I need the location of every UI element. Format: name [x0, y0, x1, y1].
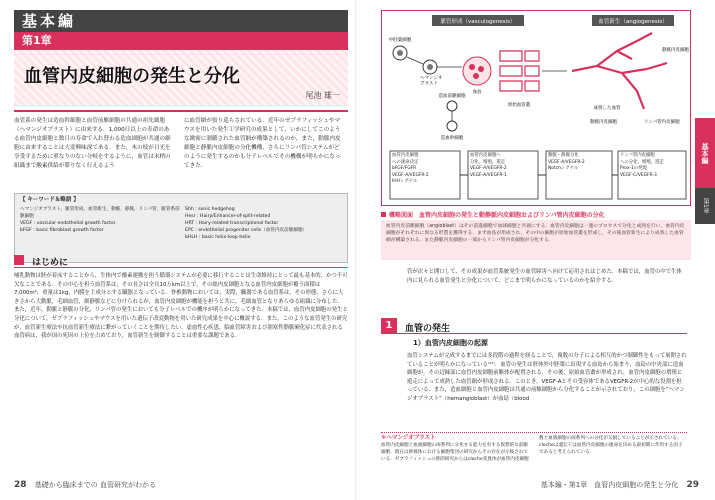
footnote-heading-text: ヘマンジオブラスト: [386, 435, 436, 441]
abstract-col-2: に血管網が張り巡らされている．近年のゼブラフィッシュやマウスを用いた発生工学研究の成果として，いかにしてこのような緻密に制御された血管網が構築されるのか，また，動脈内皮細胞と静脈内皮細胞の分化機構，さらにリンパ管システムがどのように発生するのかも分子レベルでその機構が明らかになってきた．: [184, 118, 341, 169]
section-title: 血管の発生: [405, 324, 451, 334]
chapter-running-title: 基本編・第1章 血管内皮細胞の発生と分化: [540, 481, 679, 489]
side-tab-chapter: 第1章: [695, 188, 715, 224]
keywords-col-2: Shh : sonic hedgehog Hesr : Hairy/Enhancer-of-split-related HRT : Hairy-related transcriptional factor EPC : endothelial progenitor cells（血管内皮前駆細胞） bHLH : basic helix-loop-helix: [185, 207, 308, 240]
section-heading-bar: [381, 318, 687, 334]
page-number-right: 29: [686, 480, 699, 490]
left-footer: [14, 480, 156, 490]
section-number: 1: [381, 318, 397, 334]
venous-label: 静脈内皮細胞: [662, 48, 689, 53]
figure-caption: [381, 210, 691, 219]
blood-island-shape: [463, 57, 491, 85]
intro-text: 哺乳動物は胚が着床することから，生体内で酸素運搬を担う循環システムが必要に移行することは生命維持にとって最も基本的，かつ不可欠なことである．その中心を担う血管系は，その長さは全長10万km以上で，その総内皮細胞となる血管内皮細胞が覆う面積は7,000m²，重量は1kg，内膜を主成分とする臓器となっている．脊椎動物においては，実際，臓器である血管系は，その形態，さらに大きさから大動脈，毛細血管，細静脈などに分けられるが，血管内皮細胞が機能を担うと共に，毛細血管となりあらゆる組織に分布した．また，近年，動脈と静脈の分化，リンパ管の発生においても分子レベルでの機序が明らかになってきた．本稿では，血管内皮細胞の発生と分化について，ゼブラフィッシュやマウスを用いた遺伝子改変動物を用いた研究成果を中心に概説する．また，このような血管発生の研究が，血管新生療法や抗血管新生療法に繋がっていくことを期待したい．虚血性心疾患，脳血管障害および閉塞性動脈硬化症に代表される血管病は，我が国の死因の上位を占めており，血管新生を制御することは重要な課題である．: [14, 273, 348, 340]
vasculogenesis-label: 脈管形成（vasculogenesis）: [440, 19, 516, 25]
left-page: [0, 0, 357, 500]
page-title: 血管内皮細胞の発生と分化: [24, 66, 240, 87]
arrow-1: [407, 57, 423, 64]
footnote-col-1: [381, 435, 531, 463]
figure-caption-text: 概略図面 血管内皮細胞の発生と動静脈内皮細胞およびリンパ管内皮細胞の分化: [389, 212, 605, 219]
blood-island-label: 血島: [472, 90, 482, 95]
side-tab-main: 基本編: [695, 118, 715, 188]
hematopoietic-label: 造血前駆細胞: [438, 94, 466, 99]
blood-cell-2: [478, 66, 484, 72]
blood-cell-3: [473, 73, 479, 79]
footnote-box: [381, 432, 687, 474]
overview-figure: [381, 10, 691, 206]
keywords-heading: 【 キーワード＆略語 】: [20, 197, 79, 203]
right-top-text: 管が次々と開口して，その成果が血管系統発生の血管障害へ向けて応用されはじめた．本稿では，血管の中で生体内に見られる血管発生と分化について，どこまで明らかになっているのかを紹介する．: [407, 269, 682, 284]
footnote-heading: ＊ヘマンジオブラスト: [381, 435, 436, 441]
keywords-col-1: ヘマンジオブラスト，脈管形成，血管新生，動脈，静脈，リンパ管，脈管系前駆細胞 VEGF : vascular endothelial growth factor bFGF : basic fibroblast growth factor: [20, 207, 180, 233]
hemangioblast-nucleus: [427, 64, 433, 70]
chapter-label: 第1章: [14, 32, 348, 50]
hsc-label: 造血幹細胞: [440, 136, 464, 141]
mature-vessel-shape: [572, 33, 667, 109]
abstract: [14, 110, 348, 190]
footnote-text-1: 血管内皮細胞と血液細胞の両系列に分化する能力を有する仮想的な前駆細胞．現在は胚様体における細胞集団の研究からその存在が示唆されている．ゼブラフィッシュの胚的研究からはcloche変異体が血管内皮細胞: [381, 443, 529, 462]
mature-vessel-label: 成熟した血管: [593, 106, 621, 111]
right-page: [357, 0, 715, 500]
book-title: 基礎から臨床までの 血管研究がわかる: [34, 481, 156, 489]
figure-description: 血管内皮前駆細胞（angioblast）はその前進細胞で血球細胞と共通にする．血管内皮細胞は一連のプロセスで分化と成熟を行い，血管内皮細胞がそれぞれに異なる形質を獲得する．まず血島が形成され，その中の細胞が原始血管叢を形成し，その後血管新生により成熟した血管網が構築される．また静脈内皮細胞の一部からリンパ管内皮細胞が分化する．: [381, 220, 691, 260]
right-footer: [541, 480, 699, 490]
hsc-shape: [447, 121, 457, 131]
box-text-4: リンパ管内皮細胞 への分化，増殖，遊走 Prox-1の発現 VEGF-C/VEGFR-3: [620, 153, 664, 178]
title-band: [14, 50, 348, 106]
section-header: 基本編: [14, 10, 348, 32]
hematopoietic-shape: [447, 101, 457, 111]
footnote-col-2: 数と血液細胞の両系列への分化が欠損していることが示されている．clocheは遺伝子は血管内皮細胞の運命を決める最初期に作用する因子であると考えられている．: [539, 436, 683, 455]
blood-cell-1: [469, 64, 475, 70]
embryonic-cell-label: 中胚葉細胞: [388, 38, 412, 43]
author: 尾池 雄一: [305, 91, 340, 100]
artery-label: 動脈内皮細胞: [590, 120, 617, 125]
intro-heading-bar: [14, 252, 348, 268]
hemangioblast-label: ヘマンジオブラスト: [420, 76, 443, 87]
primitive-plexus-shape: [500, 51, 539, 91]
box-text-1: 血管内皮細胞 への運命決定 bFGF/FGFR VEGF-A/VEGFR-2 IHHシグナル: [392, 153, 429, 185]
subsection-title: 1）血管内皮細胞の起源: [413, 339, 488, 347]
right-body-text: 血管システムが完成するまでには多段階の過程を経ることで，複数の分子による相互的かつ制御性をもって展開されていることが明らかになっている¹⁾²⁾．血管の発生は胚体外中胚葉に出現する血島から始まり，血島の中央部に造血細胞が，その辺縁部に血管内皮細胞前駆体が配置される．その後，原始血管叢が形成され，血管内皮細胞の増殖と遊走によって成熟した血管網が形成される．このとき，VEGF-Aとその受容体であるVEGFR-2が中心的な役割を担っている．また，造血細胞と血管内皮細胞は共通の前駆細胞から分化することが示されており，この細胞を“ヘマンジオブラスト”（hemangioblast）が血島（blood: [407, 353, 687, 402]
box-text-2: 血管内皮細胞へ 分化，増殖，遊走 VEGF-A/VEGFR-2 VEGF-A/VEGFR-1: [470, 153, 507, 178]
primitive-plexus-label: 原始血管叢: [507, 103, 531, 108]
lymph-label: リンパ管内皮細胞: [644, 120, 680, 125]
page-number: 28: [14, 480, 27, 490]
heading-marker-icon: [14, 255, 24, 265]
caption-marker-icon: [381, 212, 386, 217]
angiogenesis-label: 血管新生（angiogenesis）: [598, 19, 668, 25]
intro-heading: はじめに: [32, 258, 69, 268]
abstract-col-1: 血管系の発生は造血幹細胞と血管前駆細胞の共通の祖先細胞（ヘマンジオブラスト）に由来する．1,000日以上の寿命のある血管内皮細胞と数日の寿命で入れ替わる造血細胞が共通の細胞に由来することは大変興味深である．また，木の枝が日光を享受するために重なりのない分岐をするように，血管は末梢の組織まで酸素供給が滞りなく行えるよう: [14, 118, 171, 169]
embryonic-cell-nucleus: [397, 50, 403, 56]
box-text-3: 動脈・静脈分化 VEGF-A/VEGFR-2 Notchシグナル: [548, 153, 585, 172]
